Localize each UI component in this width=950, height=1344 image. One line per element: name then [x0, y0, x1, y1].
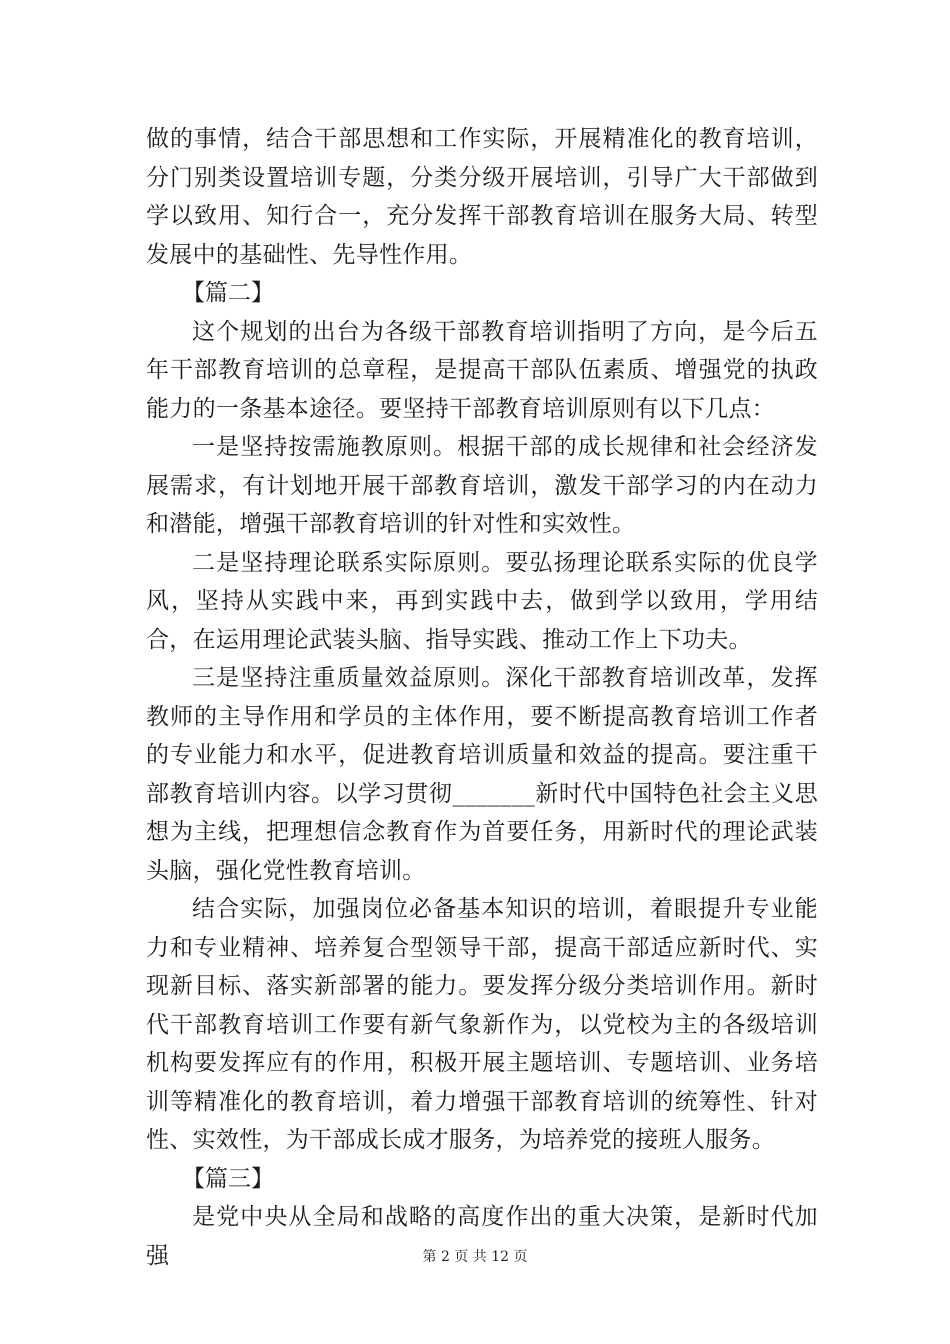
paragraph-6: 结合实际，加强岗位必备基本知识的培训，着眼提升专业能力和专业精神、培养复合型领导干部，提高干部适应新时代、实现新目标、落实新部署的能力。要发挥分级分类培训作用。新时代干部教育培训工作要有新气象新作为，以党校为主的各级培训机构要发挥应有的作用，积极开展主题培训、专题培训、业务培训等精准化的教育培训，着力增强干部教育培训的统筹性、针对性、实效性，为干部成长成才服务，为培养党的接班人服务。: [146, 896, 818, 1153]
section-heading-3: 【篇三】: [182, 1165, 274, 1192]
page-number-footer: 第 2 页 共 12 页: [422, 1249, 528, 1265]
paragraph-5: 三是坚持注重质量效益原则。深化干部教育培训改革，发挥教师的主导作用和学员的主体作用，要不断提高教育培训工作者的专业能力和水平，促进教育培训质量和效益的提高。要注重干部教育培训内容。以学习贯彻_______新时代中国特色社会主义思想为主线，把理想信念教育作为首要任务，用新时代的理论武装头脑，强化党性教育培训。: [146, 665, 818, 884]
section-heading-2: 【篇二】: [182, 280, 274, 306]
paragraph-4: 二是坚持理论联系实际原则。要弘扬理论联系实际的优良学风，坚持从实践中来，再到实践中去，做到学以致用，学用结合，在运用理论武装头脑、指导实践、推动工作上下功夫。: [146, 549, 818, 653]
paragraph-7: 是党中央从全局和战略的高度作出的重大决策，是新时代加强: [146, 1204, 818, 1269]
paragraph-1: 做的事情，结合干部思想和工作实际，开展精准化的教育培训，分门别类设置培训专题，分类分级开展培训，引导广大干部做到学以致用、知行合一，充分发挥干部教育培训在服务大局、转型发展中的基础性、先导性作用。: [146, 126, 818, 268]
paragraph-2: 这个规划的出台为各级干部教育培训指明了方向，是今后五年干部教育培训的总章程，是提高干部队伍素质、增强党的执政能力的一条基本途径。要坚持干部教育培训原则有以下几点：: [146, 318, 818, 422]
paragraph-3: 一是坚持按需施教原则。根据干部的成长规律和社会经济发展需求，有计划地开展干部教育培训，激发干部学习的内在动力和潜能，增强干部教育培训的针对性和实效性。: [146, 434, 818, 537]
document-body: [146, 120, 818, 1275]
